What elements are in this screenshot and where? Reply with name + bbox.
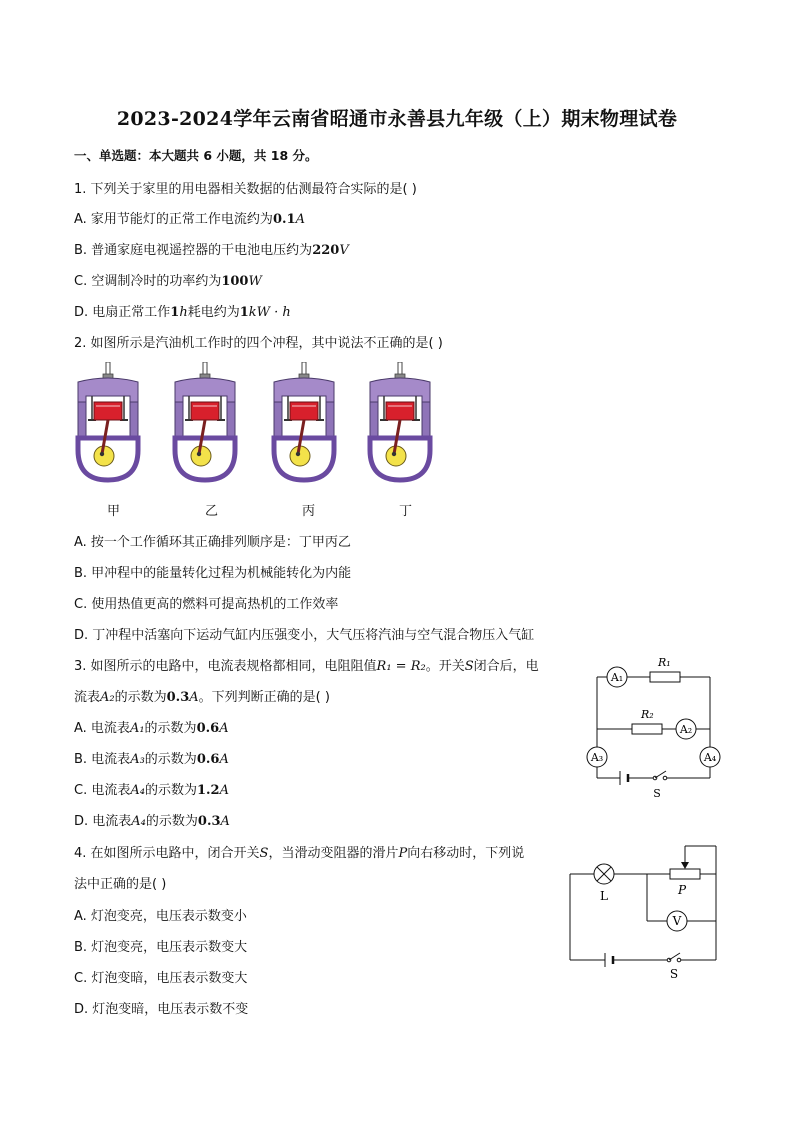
engine-caption-bing: 丙 (302, 504, 316, 519)
q1-stem: 1. 下列关于家里的用电器相关数据的估测最符合实际的是( ) (74, 182, 417, 197)
q2-option-b: B. 甲冲程中的能量转化过程为机械能转化为内能 (74, 566, 352, 581)
r1-label: R₁ (658, 656, 671, 669)
battery-icon (620, 771, 628, 785)
lamp-label: L (600, 889, 608, 903)
slider-arrow-icon (681, 862, 689, 869)
q1-option-b: B. 普通家庭电视遥控器的干电池电压约为220V (74, 243, 349, 258)
q2-option-c: C. 使用热值更高的燃料可提高热机的工作效率 (74, 597, 339, 612)
q3-option-b: B. 电流表A₃的示数为0.6A (74, 752, 229, 767)
engine-ding-icon (370, 362, 430, 480)
engine-yi-icon (175, 362, 235, 480)
svg-text:V: V (672, 914, 682, 928)
q1-option-a: A. 家用节能灯的正常工作电流约为0.1A (74, 212, 305, 227)
battery-icon (605, 953, 613, 967)
slider-label: P (677, 883, 687, 897)
q3-stem-line1: 3. 如图所示的电路中，电流表规格都相同，电阻阻值R₁ = R₂。开关S闭合后，电 (74, 659, 539, 674)
svg-text:A₂: A₂ (679, 723, 693, 736)
switch-icon (653, 771, 667, 780)
ammeter-a1-icon (607, 667, 627, 687)
q4-option-d: D. 灯泡变暗，电压表示数不变 (74, 1002, 249, 1017)
q3-stem-line2: 流表A₂的示数为0.3A。下列判断正确的是( ) (74, 690, 330, 705)
q4-option-b: B. 灯泡变亮，电压表示数变大 (74, 940, 248, 955)
section-heading: 一、单选题：本大题共 6 小题，共 18 分。 (74, 148, 318, 163)
q4-stem-line1: 4. 在如图所示电路中，闭合开关S，当滑动变阻器的滑片P向右移动时，下列说 (74, 846, 525, 861)
lamp-icon (594, 864, 614, 884)
q2-option-d: D. 丁冲程中活塞向下运动气缸内压强变小，大气压将汽油与空气混合物压入气缸 (74, 628, 535, 643)
q2-option-a: A. 按一个工作循环其正确排列顺序是：丁甲丙乙 (74, 535, 351, 550)
q4-option-c: C. 灯泡变暗，电压表示数变大 (74, 971, 248, 986)
q4-stem-line2: 法中正确的是( ) (74, 877, 167, 892)
engine-caption-jia: 甲 (107, 504, 121, 519)
ammeter-a4-icon (700, 747, 720, 767)
q1-option-c: C. 空调制冷时的功率约为100W (74, 274, 262, 289)
switch-icon (667, 953, 681, 962)
rheostat-icon (670, 869, 700, 879)
r2-label: R₂ (641, 708, 654, 721)
q4-option-a: A. 灯泡变亮，电压表示数变小 (74, 909, 247, 924)
switch-label: S (669, 967, 679, 981)
switch-label: S (653, 787, 661, 800)
svg-text:A₄: A₄ (703, 751, 717, 764)
q3-circuit-diagram (580, 650, 730, 802)
q3-option-d: D. 电流表A₄的示数为0.3A (74, 814, 230, 829)
voltmeter-icon (667, 911, 687, 931)
engine-caption-yi: 乙 (205, 504, 219, 519)
svg-text:A₃: A₃ (590, 751, 604, 764)
ammeter-a2-icon (676, 719, 696, 739)
resistor-r1-icon (650, 672, 680, 682)
ammeter-a3-icon (587, 747, 607, 767)
svg-text:A₁: A₁ (610, 671, 624, 684)
q3-option-c: C. 电流表A₄的示数为1.2A (74, 783, 229, 798)
engine-strokes-figure (68, 362, 438, 487)
q1-option-d: D. 电扇正常工作1h耗电约为1kW · h (74, 305, 291, 320)
q3-option-a: A. 电流表A₁的示数为0.6A (74, 721, 229, 736)
engine-bing-icon (274, 362, 334, 480)
q2-stem: 2. 如图所示是汽油机工作时的四个冲程，其中说法不正确的是( ) (74, 336, 443, 351)
q4-circuit-diagram (562, 840, 727, 985)
engine-caption-ding: 丁 (399, 504, 413, 519)
resistor-r2-icon (632, 724, 662, 734)
engine-jia-icon (78, 362, 138, 480)
page-title: 2023-2024学年云南省昭通市永善县九年级（上）期末物理试卷 (116, 108, 678, 130)
